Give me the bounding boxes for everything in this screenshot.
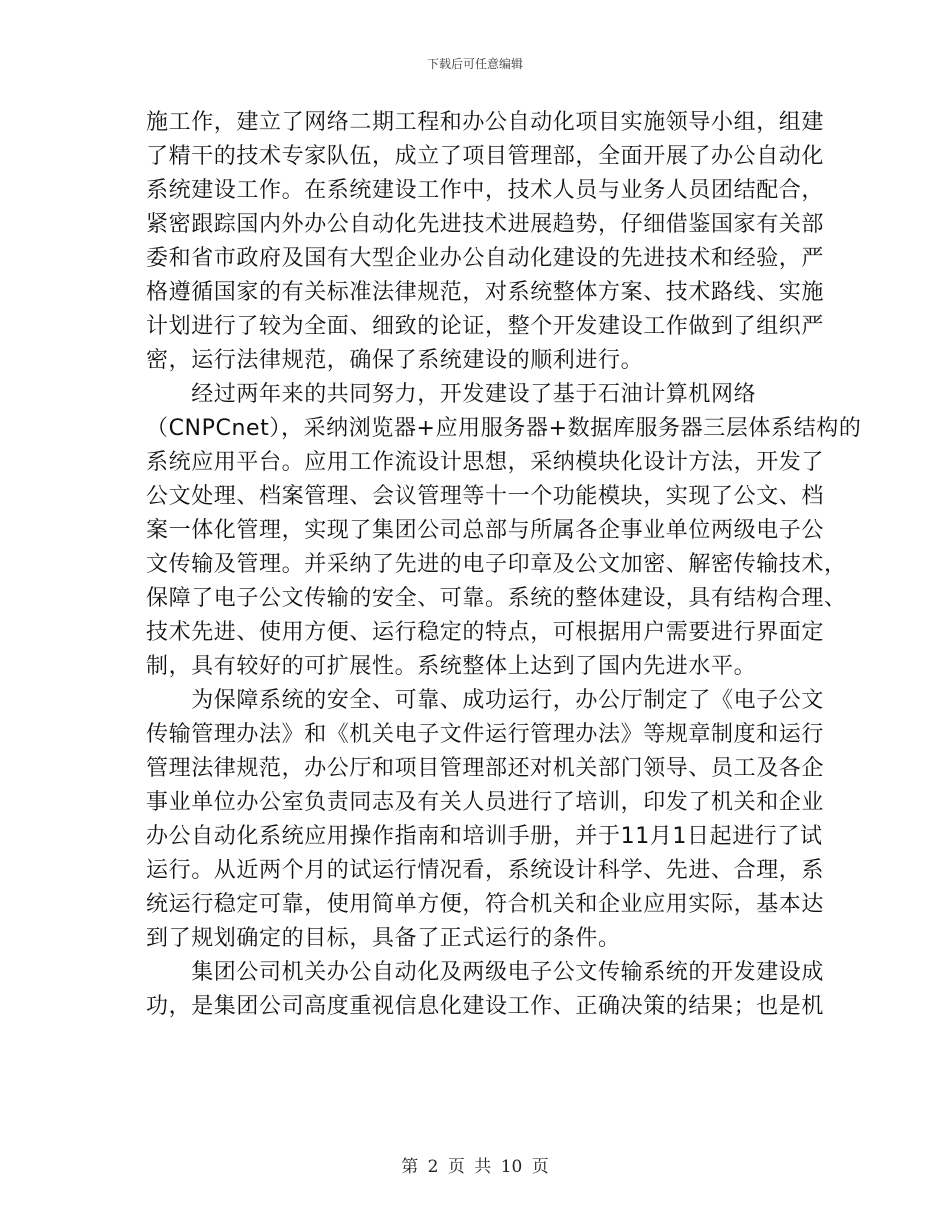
text-line: 保障了电子公文传输的安全、可靠。系统的整体建设，具有结构合理、 [146, 586, 847, 611]
text-line: 管理法律规范，办公厅和项目管理部还对机关部门领导、员工及各企 [146, 756, 825, 781]
text-line: 案一体化管理，实现了集团公司总部与所属各企事业单位两级电子公 [146, 518, 825, 543]
text-line: 格遵循国家的有关标准法律规范，对系统整体方案、技术路线、实施 [146, 280, 825, 305]
text-line: 施工作，建立了网络二期工程和办公自动化项目实施领导小组，组建 [146, 110, 825, 135]
text-line: 文传输及管理。并采纳了先进的电子印章及公文加密、解密传输技术， [146, 552, 847, 577]
text-line: 运行。从近两个月的试运行情况看，系统设计科学、先进、合理，系 [146, 858, 825, 883]
text-line: 统运行稳定可靠，使用简单方便，符合机关和企业应用实际，基本达 [146, 892, 825, 917]
text-line: 经过两年来的共同努力，开发建设了基于石油计算机网络 [146, 382, 757, 407]
text-line: 技术先进、使用方便、运行稳定的特点，可根据用户需要进行界面定 [146, 620, 825, 645]
text-line: 为保障系统的安全、可靠、成功运行，办公厅制定了《电子公文 [146, 688, 825, 713]
text-line: 办公自动化系统应用操作指南和培训手册，并于11月1日起进行了试 [146, 824, 823, 849]
text-line: 紧密跟踪国内外办公自动化先进技术进展趋势，仔细借鉴国家有关部 [146, 212, 825, 237]
page-header: 下载后可任意编辑 [426, 57, 523, 71]
text-line: 委和省市政府及国有大型企业办公自动化建设的先进技术和经验，严 [146, 246, 825, 271]
text-line: 到了规划确定的目标，具备了正式运行的条件。 [146, 926, 621, 951]
text-line: 密，运行法律规范，确保了系统建设的顺利进行。 [146, 348, 644, 373]
text-line: 了精干的技术专家队伍，成立了项目管理部，全面开展了办公自动化 [146, 144, 825, 169]
text-line: 系统应用平台。应用工作流设计思想，采纳模块化设计方法，开发了 [146, 450, 825, 475]
text-line: 集团公司机关办公自动化及两级电子公文传输系统的开发建设成 [146, 960, 825, 985]
page-number-footer: 第 2 页 共 10 页 [401, 1157, 549, 1177]
text-line: 传输管理办法》和《机关电子文件运行管理办法》等规章制度和运行 [146, 722, 825, 747]
text-line: 功，是集团公司高度重视信息化建设工作、正确决策的结果；也是机 [146, 994, 825, 1019]
text-line: （CNPCnet），采纳浏览器+应用服务器+数据库服务器三层体系结构的 [146, 416, 862, 441]
text-line: 事业单位办公室负责同志及有关人员进行了培训，印发了机关和企业 [146, 790, 825, 815]
text-line: 计划进行了较为全面、细致的论证，整个开发建设工作做到了组织严 [146, 314, 825, 339]
text-line: 系统建设工作。在系统建设工作中，技术人员与业务人员团结配合， [146, 178, 825, 203]
document-body [146, 106, 862, 1024]
text-line: 公文处理、档案管理、会议管理等十一个功能模块，实现了公文、档 [146, 484, 825, 509]
text-line: 制，具有较好的可扩展性。系统整体上达到了国内先进水平。 [146, 654, 757, 679]
